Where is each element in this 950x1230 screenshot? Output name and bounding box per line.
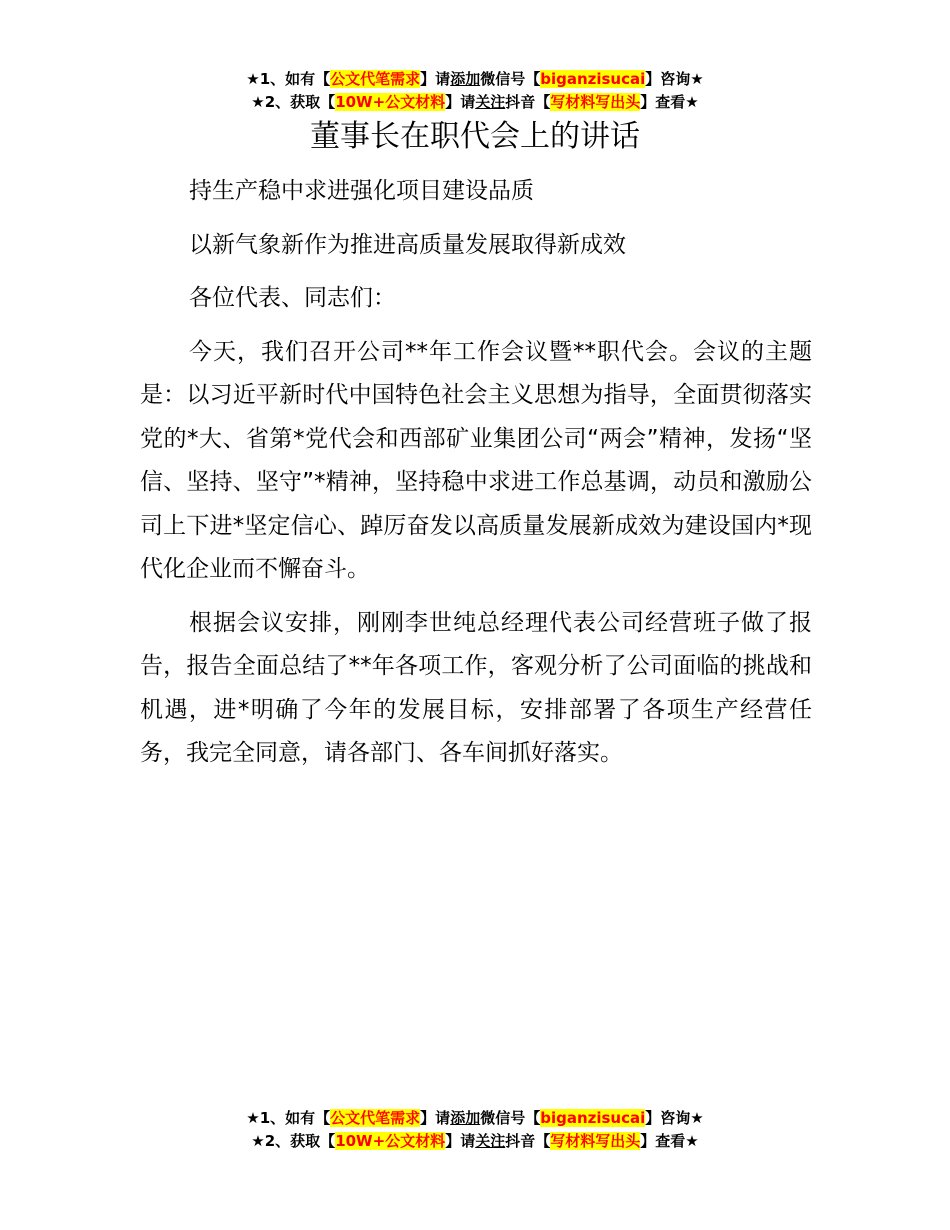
promo-highlight: 写材料写出头 [550, 1132, 641, 1150]
promo-text: ★1、如有【 [246, 70, 331, 88]
promo-underline: 添加 [450, 70, 481, 88]
promo-text: 微信号【 [480, 70, 541, 88]
promo-text: 】请 [420, 1109, 451, 1127]
promo-line-1 [0, 1107, 950, 1130]
promo-text: 】咨询★ [645, 70, 704, 88]
promo-text: 微信号【 [480, 1109, 541, 1127]
promo-text: ★2、获取【 [251, 93, 336, 111]
salutation: 各位代表、同志们： [189, 285, 396, 311]
footer-promo [0, 1107, 950, 1153]
header-promo [0, 68, 950, 114]
promo-highlight: 公文代笔需求 [330, 1109, 421, 1127]
promo-underline: 关注 [475, 1132, 506, 1150]
promo-highlight: biganzisucai [540, 1109, 646, 1127]
promo-highlight: 10W+公文材料 [335, 1132, 446, 1150]
promo-text: 】查看★ [640, 1132, 699, 1150]
promo-line-1 [0, 68, 950, 91]
promo-underline: 关注 [475, 93, 506, 111]
promo-text: 】请 [445, 1132, 476, 1150]
document-body [140, 170, 812, 786]
promo-highlight: 10W+公文材料 [335, 93, 446, 111]
body-paragraph: 根据会议安排，刚刚李世纯总经理代表公司经营班子做了报告，报告全面总结了**年各项工作，客观分析了公司面临的挑战和机遇，进*明确了今年的发展目标，安排部署了各项生产经营任务，我完全同意，请各部门、各车间抓好落实。 [140, 609, 812, 766]
promo-text: ★2、获取【 [251, 1132, 336, 1150]
promo-text: 抖音【 [505, 93, 551, 111]
promo-underline: 添加 [450, 1109, 481, 1127]
promo-highlight: 公文代笔需求 [330, 70, 421, 88]
body-paragraph: 今天，我们召开公司**年工作会议暨**职代会。会议的主题是：以习近平新时代中国特色社会主义思想为指导，全面贯彻落实党的*大、省第*党代会和西部矿业集团公司“两会”精神，发扬“坚信、坚持、坚守”*精神，坚持稳中求进工作总基调，动员和激励公司上下进*坚定信心、踔厉奋发以高质量发展新成效为建设国内*现代化企业而不懈奋斗。 [140, 338, 812, 582]
subtitle-line-1: 持生产稳中求进强化项目建设品质 [189, 178, 534, 204]
promo-line-2 [0, 1130, 950, 1153]
promo-text: 抖音【 [505, 1132, 551, 1150]
promo-highlight: 写材料写出头 [550, 93, 641, 111]
promo-text: 】查看★ [640, 93, 699, 111]
promo-text: 】咨询★ [645, 1109, 704, 1127]
promo-text: 】请 [420, 70, 451, 88]
promo-text: ★1、如有【 [246, 1109, 331, 1127]
promo-highlight: biganzisucai [540, 70, 646, 88]
subtitle-line-2: 以新气象新作为推进高质量发展取得新成效 [189, 231, 626, 258]
promo-line-2 [0, 91, 950, 114]
document-title: 董事长在职代会上的讲话 [310, 119, 640, 154]
promo-text: 】请 [445, 93, 476, 111]
